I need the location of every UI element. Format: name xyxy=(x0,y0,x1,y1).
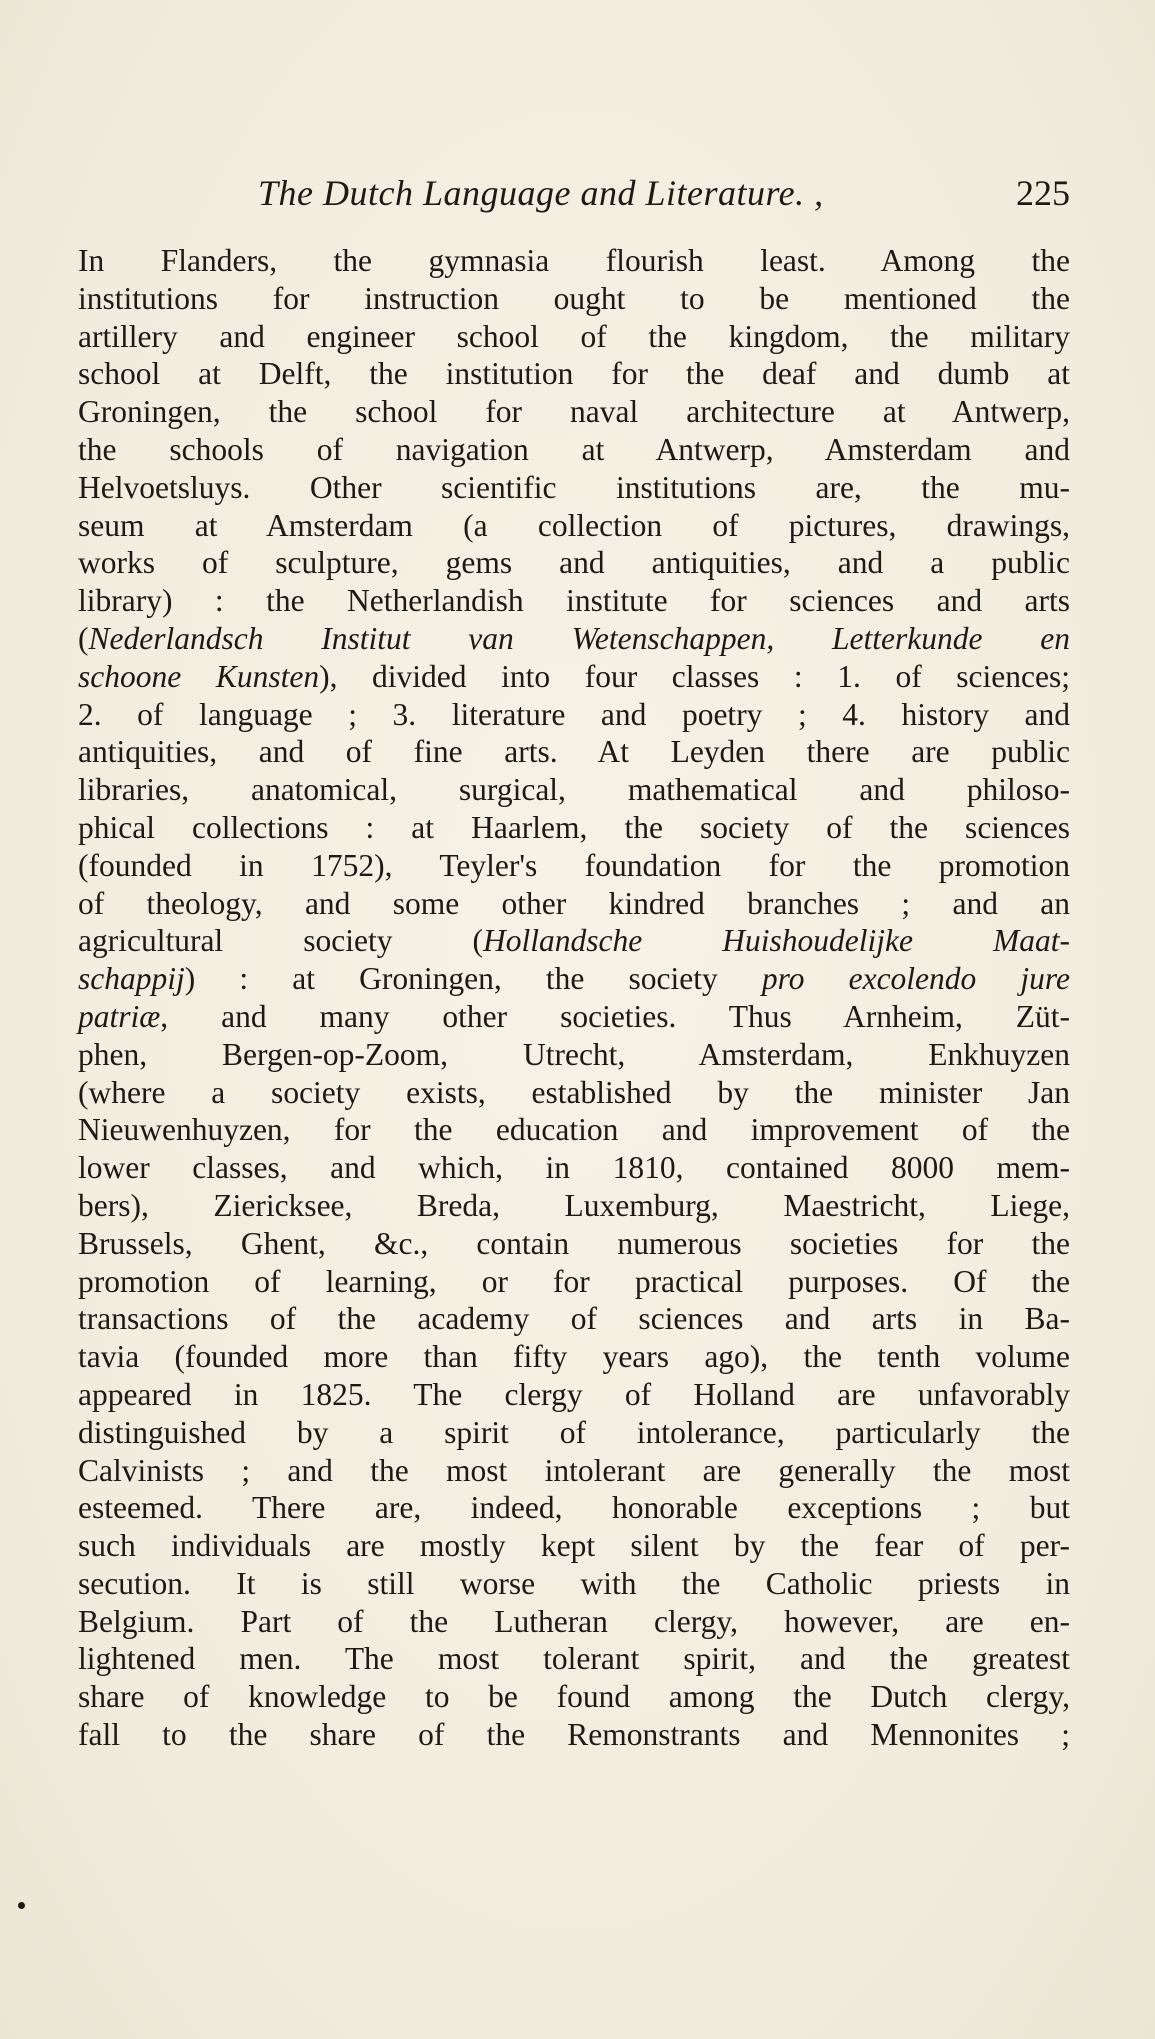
text-run: institutions for instruction ought to be mentioned the xyxy=(78,280,1070,316)
text-line xyxy=(78,242,1070,280)
text-run: ( xyxy=(78,620,89,656)
text-line xyxy=(78,696,1070,734)
text-run: transactions of the academy of sciences and arts in Ba- xyxy=(78,1301,1070,1337)
text-run: In Flanders, the gymnasia flourish least. Among the xyxy=(78,243,1070,278)
text-line xyxy=(78,960,1070,998)
text-run: Calvinists ; and the most intolerant are generally the most xyxy=(78,1452,1070,1488)
text-run: libraries, anatomical, surgical, mathematical and philoso- xyxy=(78,772,1070,808)
text-run: Brussels, Ghent, &c., contain numerous societies for the xyxy=(78,1225,1070,1261)
text-run: lightened men. The most tolerant spirit, and the greatest xyxy=(78,1641,1070,1677)
text-line xyxy=(78,733,1070,771)
text-run: bers), Ziericksee, Breda, Luxemburg, Maestricht, Liege, xyxy=(78,1187,1070,1223)
text-line xyxy=(78,355,1070,393)
italic-text: Hollandsche Huishoudelijke Maat- xyxy=(482,923,1070,959)
text-line xyxy=(78,393,1070,431)
text-run: the schools of navigation at Antwerp, Amsterdam and xyxy=(78,431,1070,467)
text-run: library) : the Netherlandish institute for sciences and arts xyxy=(78,583,1070,619)
text-run: secution. It is still worse with the Catholic priests in xyxy=(78,1565,1070,1601)
text-line xyxy=(78,1074,1070,1112)
italic-text: patriæ xyxy=(78,998,161,1034)
text-line xyxy=(78,318,1070,356)
text-line xyxy=(78,1187,1070,1225)
text-line xyxy=(78,1300,1070,1338)
text-run: fall to the share of the Remonstrants and Mennonites ; xyxy=(78,1717,1070,1753)
text-line xyxy=(78,1149,1070,1187)
text-run: ) : at Groningen, the society xyxy=(184,961,762,997)
text-run: phical collections : at Haarlem, the society of the sciences xyxy=(78,809,1070,845)
text-line xyxy=(78,1489,1070,1527)
text-run: distinguished by a spirit of intolerance, particularly the xyxy=(78,1414,1070,1450)
text-run: tavia (founded more than fifty years ago), the tenth volume xyxy=(78,1339,1070,1375)
text-run: lower classes, and which, in 1810, contained 8000 mem- xyxy=(78,1150,1070,1186)
text-line xyxy=(78,885,1070,923)
text-line xyxy=(78,1376,1070,1414)
text-line xyxy=(78,1452,1070,1490)
text-line xyxy=(78,1263,1070,1301)
text-line xyxy=(78,469,1070,507)
text-line xyxy=(78,1603,1070,1641)
text-line xyxy=(78,1225,1070,1263)
text-run: , and many other societies. Thus Arnheim, Züt- xyxy=(160,998,1070,1034)
text-run: (founded in 1752), Teyler's foundation for the promotion xyxy=(78,847,1070,883)
text-run: ), divided into four classes : 1. of sciences; xyxy=(319,658,1070,694)
italic-text: schappij xyxy=(78,961,185,997)
text-line xyxy=(78,1036,1070,1074)
text-run: Groningen, the school for naval architecture at Antwerp, xyxy=(78,394,1070,430)
text-line xyxy=(78,1414,1070,1452)
text-line xyxy=(78,998,1070,1036)
text-line xyxy=(78,1716,1070,1754)
text-run: 2. of language ; 3. literature and poetry ; 4. history and xyxy=(78,696,1070,732)
text-line xyxy=(78,1111,1070,1149)
text-run: Belgium. Part of the Lutheran clergy, however, are en- xyxy=(78,1603,1070,1639)
text-line xyxy=(78,620,1070,658)
text-line xyxy=(78,771,1070,809)
text-line xyxy=(78,1565,1070,1603)
text-line xyxy=(78,280,1070,318)
margin-mark xyxy=(18,1902,25,1909)
text-run: phen, Bergen-op-Zoom, Utrecht, Amsterdam, Enkhuyzen xyxy=(78,1036,1070,1072)
text-line xyxy=(78,544,1070,582)
text-line xyxy=(78,1527,1070,1565)
text-run: agricultural society ( xyxy=(78,923,483,959)
text-run: appeared in 1825. The clergy of Holland are unfavorably xyxy=(78,1376,1070,1412)
italic-text: pro excolendo jure xyxy=(761,961,1070,997)
italic-text: schoone Kunsten xyxy=(78,658,320,694)
text-line xyxy=(78,922,1070,960)
text-run: of theology, and some other kindred branches ; and an xyxy=(78,885,1070,921)
text-run: artillery and engineer school of the kingdom, the military xyxy=(78,318,1070,354)
text-run: (where a society exists, established by the minister Jan xyxy=(78,1074,1070,1110)
running-title: The Dutch Language and Literature. , xyxy=(258,173,824,213)
text-run: share of knowledge to be found among the Dutch clergy, xyxy=(78,1679,1070,1715)
text-run: school at Delft, the institution for the deaf and dumb at xyxy=(78,356,1070,392)
body-text xyxy=(78,242,1070,1754)
text-line xyxy=(78,582,1070,620)
text-line xyxy=(78,507,1070,545)
text-run: works of sculpture, gems and antiquities, and a public xyxy=(78,545,1070,581)
text-run: Nieuwenhuyzen, for the education and improvement of the xyxy=(78,1112,1070,1148)
text-run: such individuals are mostly kept silent by the fear of per- xyxy=(78,1528,1070,1564)
text-line xyxy=(78,1338,1070,1376)
text-line xyxy=(78,809,1070,847)
text-run: esteemed. There are, indeed, honorable exceptions ; but xyxy=(78,1490,1070,1526)
text-line xyxy=(78,1640,1070,1678)
italic-text: Nederlandsch Institut van Wetenschappen, Letterkunde en xyxy=(88,620,1070,656)
text-run: antiquities, and of fine arts. At Leyden there are public xyxy=(78,734,1070,770)
text-line xyxy=(78,431,1070,469)
text-run: Helvoetsluys. Other scientific institutions are, the mu- xyxy=(78,469,1070,505)
text-line xyxy=(78,847,1070,885)
text-run: seum at Amsterdam (a collection of pictures, drawings, xyxy=(78,507,1070,543)
text-line xyxy=(78,658,1070,696)
text-run: promotion of learning, or for practical purposes. Of the xyxy=(78,1263,1070,1299)
text-line xyxy=(78,1678,1070,1716)
page-number: 225 xyxy=(1016,173,1070,213)
page-header xyxy=(78,172,1070,220)
